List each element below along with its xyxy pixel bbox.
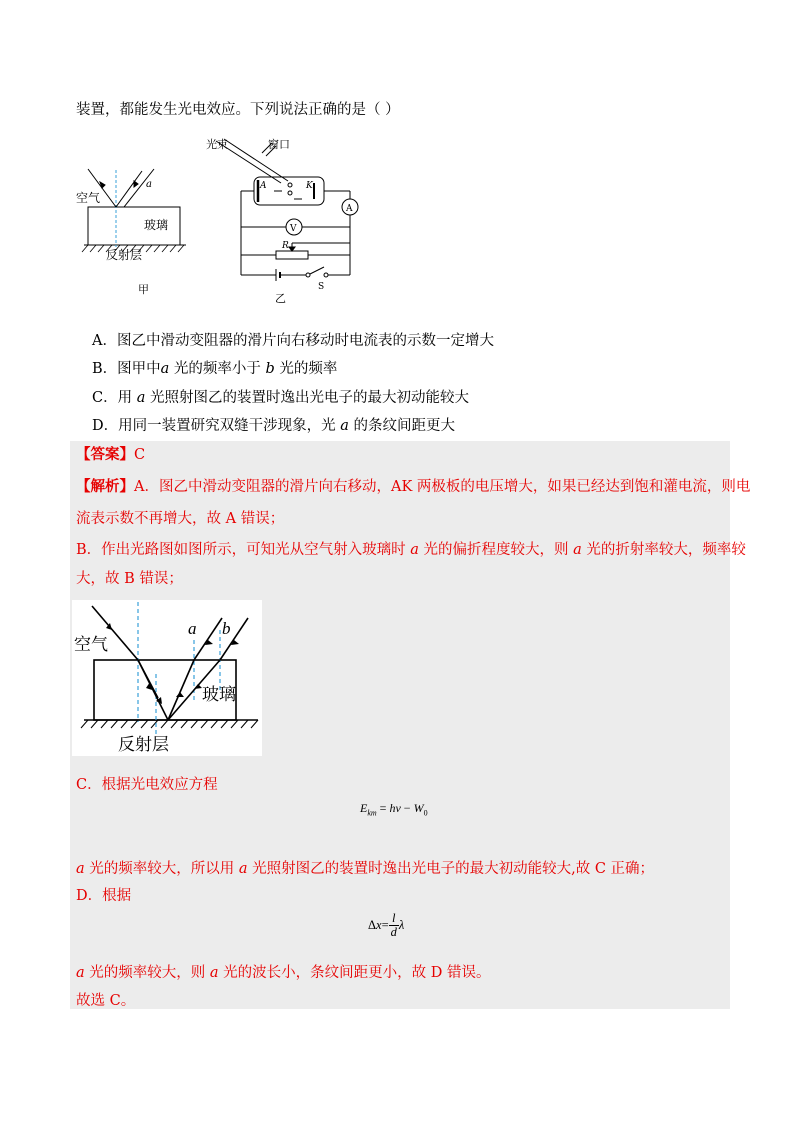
fig2-label-b: b bbox=[222, 619, 231, 638]
question-intro: 装置，都能发生光电效应。下列说法正确的是（ ） bbox=[76, 102, 400, 118]
analysis-conclusion: 故选 C。 bbox=[76, 993, 136, 1009]
label-ammeter: A bbox=[346, 204, 353, 214]
analysis-d-line2: a 光的频率较大，则 a 光的波长小，条纹间距更小，故 D 错误。 bbox=[76, 965, 491, 981]
label-yi: 乙 bbox=[275, 293, 286, 305]
label-air: 空气 bbox=[76, 191, 101, 205]
analysis-d-line1: D．根据 bbox=[76, 888, 132, 904]
fig2-label-glass: 玻璃 bbox=[202, 685, 236, 704]
light-path-figure bbox=[72, 600, 262, 756]
formula-photoelectric: $E_{km} = h\nu - W_0$ bbox=[360, 801, 428, 818]
fig2-label-reflect: 反射层 bbox=[118, 735, 169, 754]
fig2-label-a: a bbox=[188, 619, 197, 638]
answer-line: 【答案】C bbox=[76, 446, 146, 463]
label-glass: 玻璃 bbox=[144, 218, 169, 232]
label-chuangkou: 窗口 bbox=[268, 139, 290, 151]
label-k: K bbox=[306, 181, 313, 191]
light-path-svg bbox=[72, 600, 262, 756]
analysis-c-line2: a 光的频率较大，所以用 a 光照射图乙的装置时逸出光电子的最大初动能较大,故 C 正确； bbox=[76, 861, 655, 877]
fig2-label-air: 空气 bbox=[74, 635, 108, 654]
label-a: a bbox=[146, 179, 152, 190]
analysis-c-line1: C．根据光电效应方程 bbox=[76, 777, 218, 793]
option-a[interactable]: A．图乙中滑动变阻器的滑片向右移动时电流表的示数一定增大 bbox=[92, 333, 494, 349]
label-s: S bbox=[318, 282, 325, 292]
label-plate-a: A bbox=[260, 181, 267, 191]
label-reflect: 反射层 bbox=[106, 248, 143, 262]
label-r: R bbox=[282, 241, 289, 251]
figure-yi bbox=[216, 139, 358, 281]
label-voltmeter: V bbox=[290, 224, 297, 234]
analysis-a-line2: 流表示数不再增大，故 A 错误； bbox=[76, 511, 285, 527]
analysis-b-line1: B．作出光路图如图所示，可知光从空气射入玻璃时 a 光的偏折程度较大，则 a 光的折射率较大，频率较 bbox=[76, 542, 746, 558]
figure-jia-yi bbox=[76, 135, 366, 305]
figure-jia bbox=[82, 169, 186, 252]
label-jia: 甲 bbox=[138, 284, 149, 296]
option-c[interactable]: C．用 a 光照射图乙的装置时逸出光电子的最大初动能较大 bbox=[92, 390, 469, 406]
option-b[interactable]: B．图甲中a 光的频率小于 b 光的频率 bbox=[92, 361, 338, 377]
label-guangshu: 光束 bbox=[206, 139, 228, 151]
analysis-b-line2: 大，故 B 错误； bbox=[76, 571, 183, 587]
option-d[interactable]: D．用同一装置研究双缝干涉现象，光 a 的条纹间距更大 bbox=[92, 418, 456, 434]
analysis-a-line1: 【解析】A．图乙中滑动变阻器的滑片向右移动，AK 两极板的电压增大，如果已经达到饱和灌电流，则电 bbox=[76, 478, 751, 495]
formula-interference: Δx= $\frac{l}{d}$ λ bbox=[368, 911, 405, 939]
